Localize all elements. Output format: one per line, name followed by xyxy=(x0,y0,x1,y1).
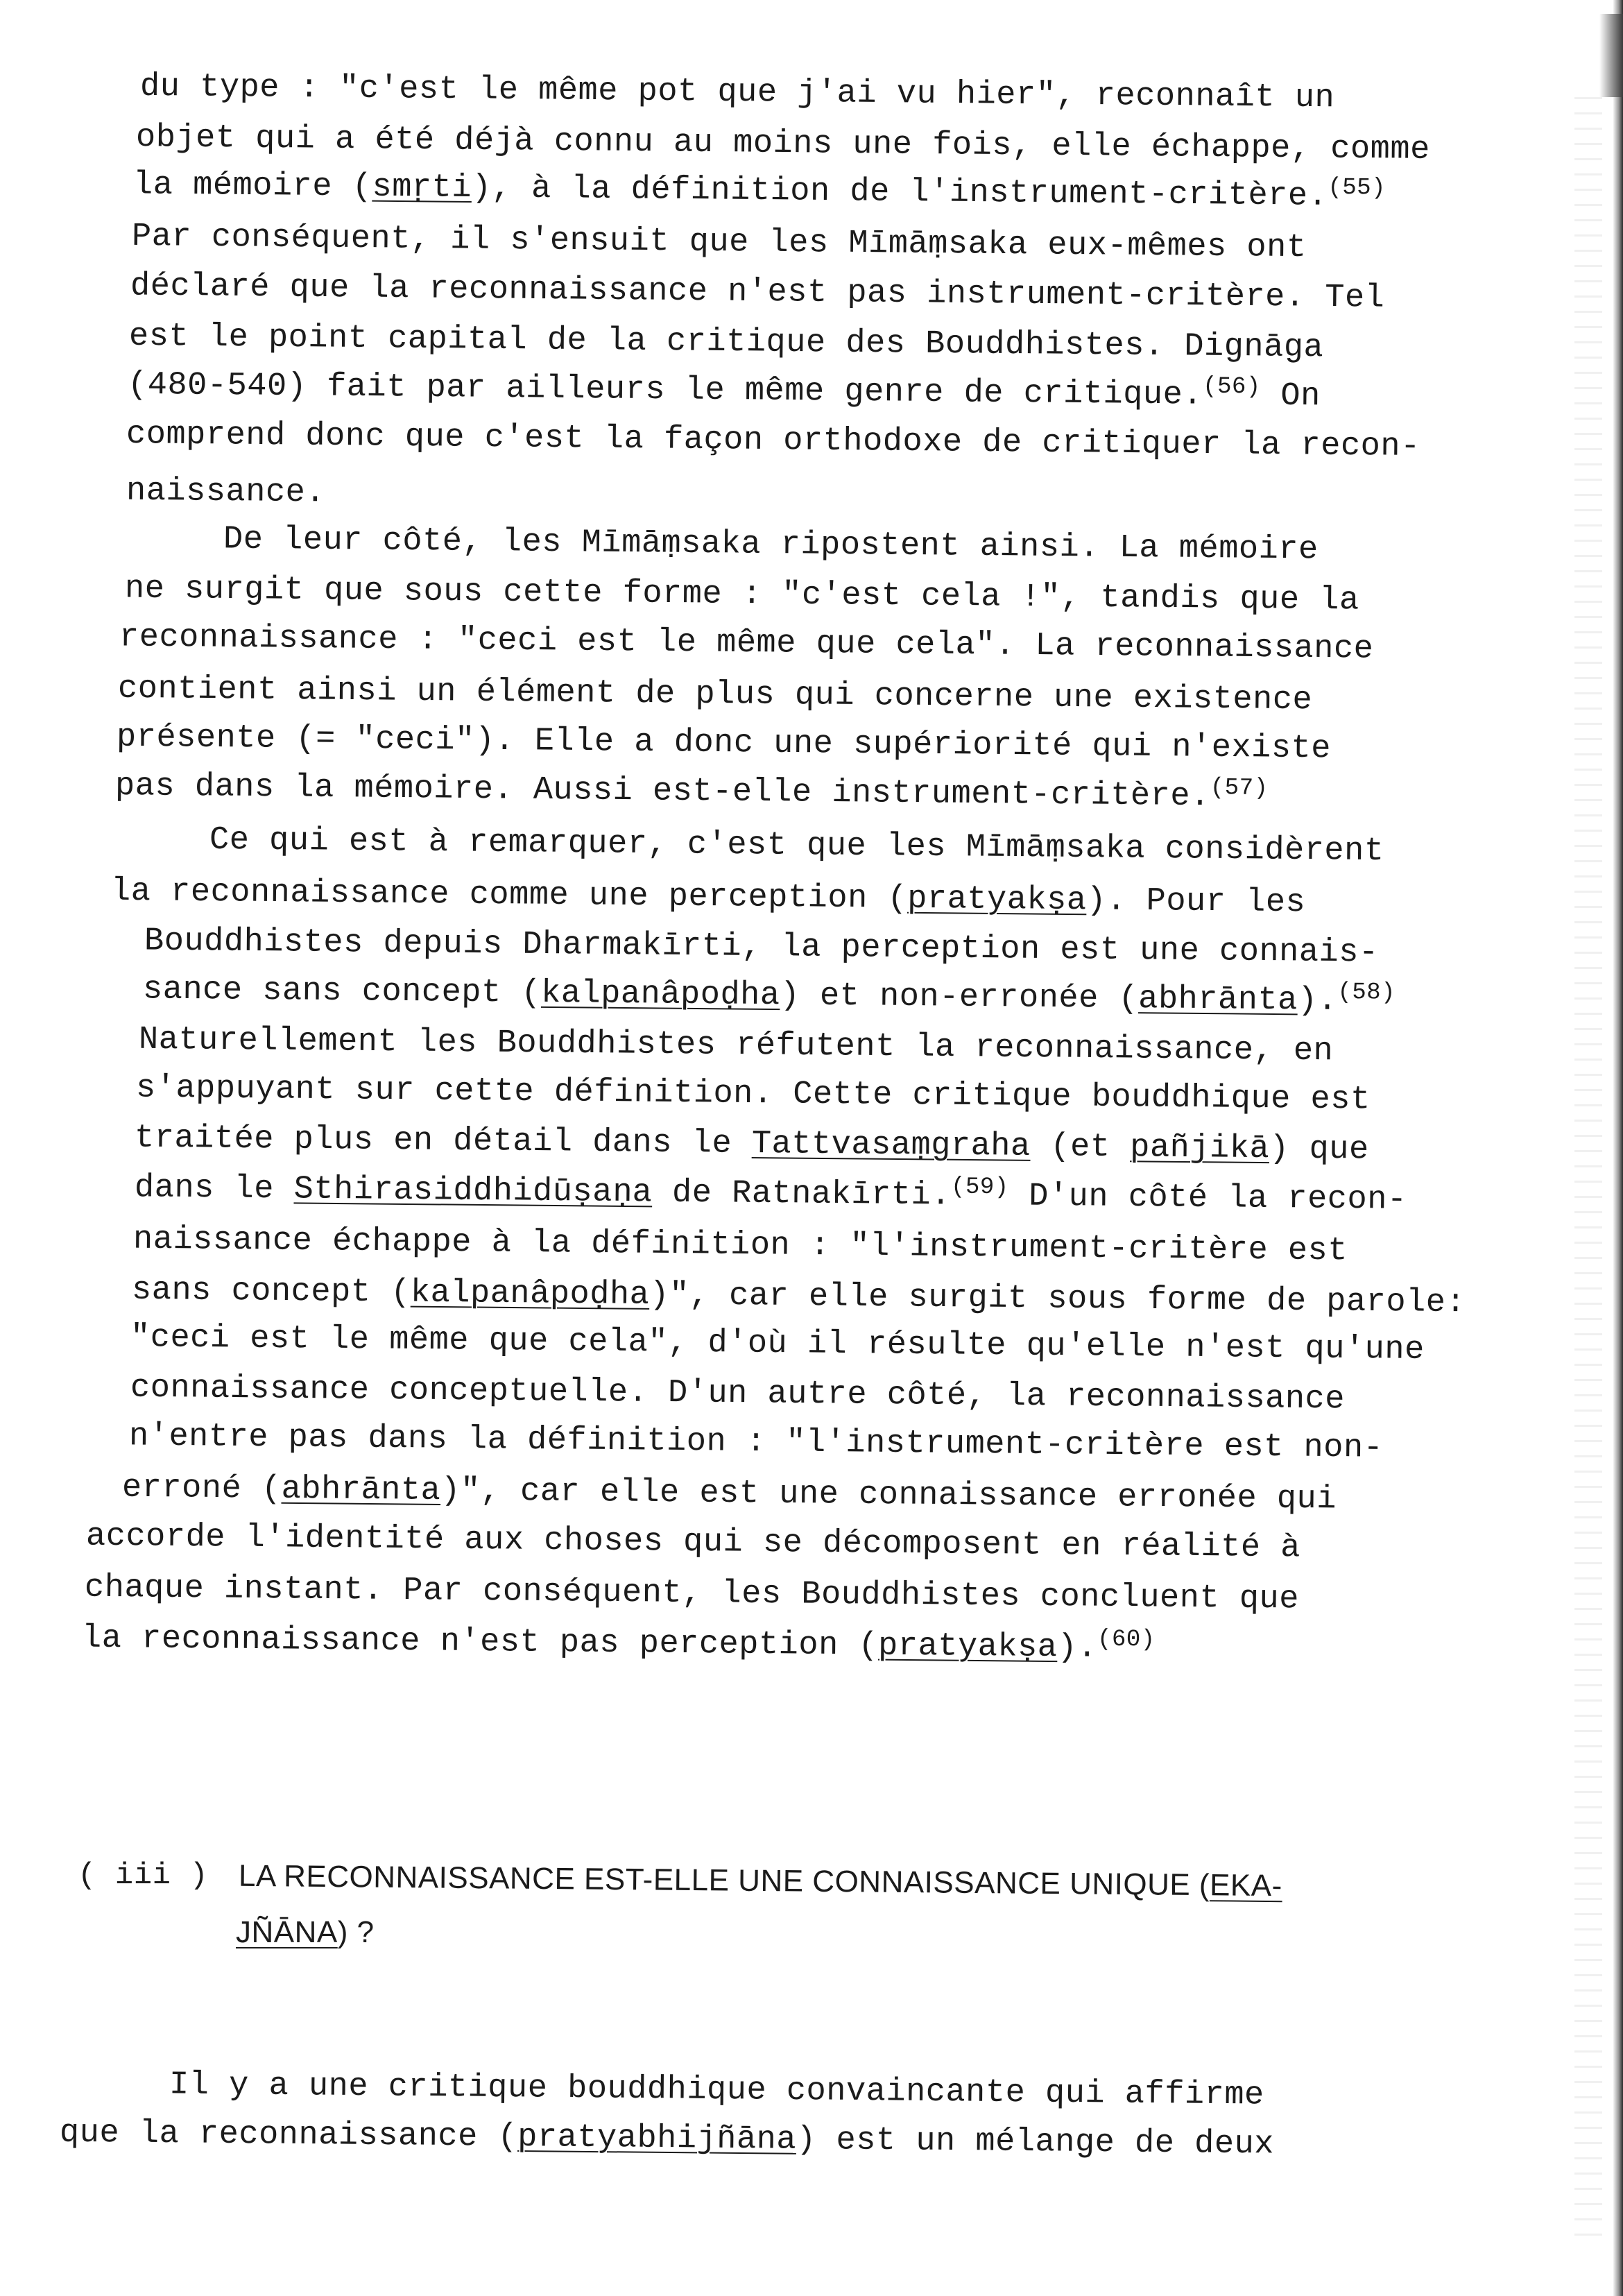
p3-line-1: Ce qui est à remarquer, c'est que les Mīmāṃsaka considèrent xyxy=(209,821,1384,871)
p1-line-2: objet qui a été déjà connu au moins une fois, elle échappe, comme xyxy=(135,119,1431,169)
term-pratyabhijnana: pratyabhijñāna xyxy=(517,2118,797,2159)
term-jnana: JÑĀNA xyxy=(236,1915,338,1949)
term-pratyaksa: pratyakṣa xyxy=(907,880,1087,920)
p1-line-8: comprend donc que c'est la façon orthodoxe de critiquer la recon- xyxy=(126,416,1421,465)
section-number: ( iii ) xyxy=(78,1858,209,1893)
p3-line-6: s'appuyant sur cette définition. Cette critique bouddhique est xyxy=(135,1070,1371,1119)
scan-edge-noise xyxy=(1574,97,1602,2247)
p2-line-6: pas dans la mémoire. Aussi est-elle instrument-critère.$^{(57)}$ xyxy=(114,768,1269,816)
footnote-ref-56: (56) xyxy=(1202,373,1261,401)
p3-line-16: chaque instant. Par conséquent, les Bouddhistes concluent que xyxy=(84,1569,1300,1618)
p2-line-2: ne surgit que sous cette forme : "c'est cela !", tandis que la xyxy=(124,570,1359,619)
term-panjika: pañjikā xyxy=(1129,1129,1270,1168)
scan-page-edge-top xyxy=(1599,14,1623,97)
p3-line-15: accorde l'identité aux choses qui se décomposent en réalité à xyxy=(85,1518,1301,1567)
p1-line-4: Par conséquent, il s'ensuit que les Mīmāṃsaka eux-mêmes ont xyxy=(131,218,1307,267)
p3-line-10: sans concept (kalpanâpoḍha)", car elle surgit sous forme de parole: xyxy=(131,1271,1466,1322)
p3-line-3: Bouddhistes depuis Dharmakīrti, la perception est une connais- xyxy=(144,923,1379,972)
p1-line-7: (480-540) fait par ailleurs le même genre de critique.$^{(56)}$ On xyxy=(127,366,1321,415)
footnote-ref-58: (58) xyxy=(1337,979,1396,1006)
p1-line-6: est le point capital de la critique des Bouddhistes. Dignāga xyxy=(128,318,1324,367)
p3-line-2: la reconnaissance comme une perception (pratyakṣa). Pour les xyxy=(110,873,1306,922)
term-sthirasiddhidusana: Sthirasiddhidūṣaṇa xyxy=(293,1171,653,1212)
p3-line-14: erroné (abhrānta)", car elle est une connaissance erronée qui xyxy=(121,1469,1337,1518)
p3-line-9: naissance échappe à la définition : "l'instrument-critère est xyxy=(132,1221,1348,1270)
p3-line-7: traitée plus en détail dans le Tattvasaṃgraha (et pañjikā) que xyxy=(134,1120,1369,1169)
p1-line-9: naissance. xyxy=(126,472,326,512)
p2-line-5: présente (= "ceci"). Elle a donc une supériorité qui n'existe xyxy=(116,719,1332,768)
term-kalpanapodha-2: kalpanâpoḍha xyxy=(410,1274,650,1314)
section-heading-line-2: JÑĀNA) ? xyxy=(236,1915,375,1949)
term-eka: EKA- xyxy=(1209,1868,1283,1903)
p2-line-1: De leur côté, les Mīmāṃsaka ripostent ainsi. La mémoire xyxy=(223,521,1319,569)
p4-line-2: que la reconnaissance (pratyabhijñāna) est un mélange de deux xyxy=(59,2114,1275,2164)
p1-line-3: la mémoire (smṛti), à la définition de l'instrument-critère.$^{(55)}$ xyxy=(132,166,1386,215)
p3-line-11: "ceci est le même que cela", d'où il résulte qu'elle n'est qu'une xyxy=(130,1319,1425,1369)
footnote-ref-55: (55) xyxy=(1328,174,1386,202)
term-abhranta-2: abhrānta xyxy=(281,1471,441,1510)
p3-line-12: connaissance conceptuelle. D'un autre côté, la reconnaissance xyxy=(130,1369,1346,1419)
term-abhranta: abhrānta xyxy=(1137,981,1298,1020)
footnote-ref-59: (59) xyxy=(950,1174,1009,1201)
footnote-ref-57: (57) xyxy=(1210,775,1269,802)
scan-page-edge xyxy=(1613,0,1623,2296)
term-smrti: smṛti xyxy=(372,169,472,207)
p3-line-17: la reconnaissance n'est pas perception (pratyakṣa).$^{(60)}$ xyxy=(81,1620,1156,1667)
p3-line-8: dans le Sthirasiddhidūṣaṇa de Ratnakīrti.$^{(59)}$ D'un côté la recon- xyxy=(134,1170,1407,1219)
p3-line-4: sance sans concept (kalpanâpoḍha) et non-erronée (abhrānta).$^{(58)}$ xyxy=(142,971,1396,1020)
term-kalpanapodha: kalpanâpoḍha xyxy=(540,975,780,1015)
p1-line-5: déclaré que la reconnaissance n'est pas instrument-critère. Tel xyxy=(130,268,1385,317)
section-heading-line-1: LA RECONNAISSANCE EST-ELLE UNE CONNAISSANCE UNIQUE (EKA- xyxy=(238,1858,1283,1903)
p2-line-4: contient ainsi un élément de plus qui concerne une existence xyxy=(117,670,1313,719)
term-tattvasamgraha: Tattvasaṃgraha xyxy=(751,1126,1031,1165)
p1-line-1: du type : "c'est le même pot que j'ai vu hier", reconnaît un xyxy=(139,68,1335,117)
p3-line-5: Naturellement les Bouddhistes réfutent la reconnaissance, en xyxy=(138,1021,1334,1070)
p4-line-1: Il y a une critique bouddhique convaincante qui affirme xyxy=(169,2066,1264,2114)
p2-line-3: reconnaissance : "ceci est le même que cela". La reconnaissance xyxy=(119,619,1374,668)
p3-line-13: n'entre pas dans la définition : "l'instrument-critère est non- xyxy=(128,1418,1384,1467)
term-pratyaksa-2: pratyakṣa xyxy=(877,1627,1058,1667)
footnote-ref-60: (60) xyxy=(1097,1626,1156,1654)
